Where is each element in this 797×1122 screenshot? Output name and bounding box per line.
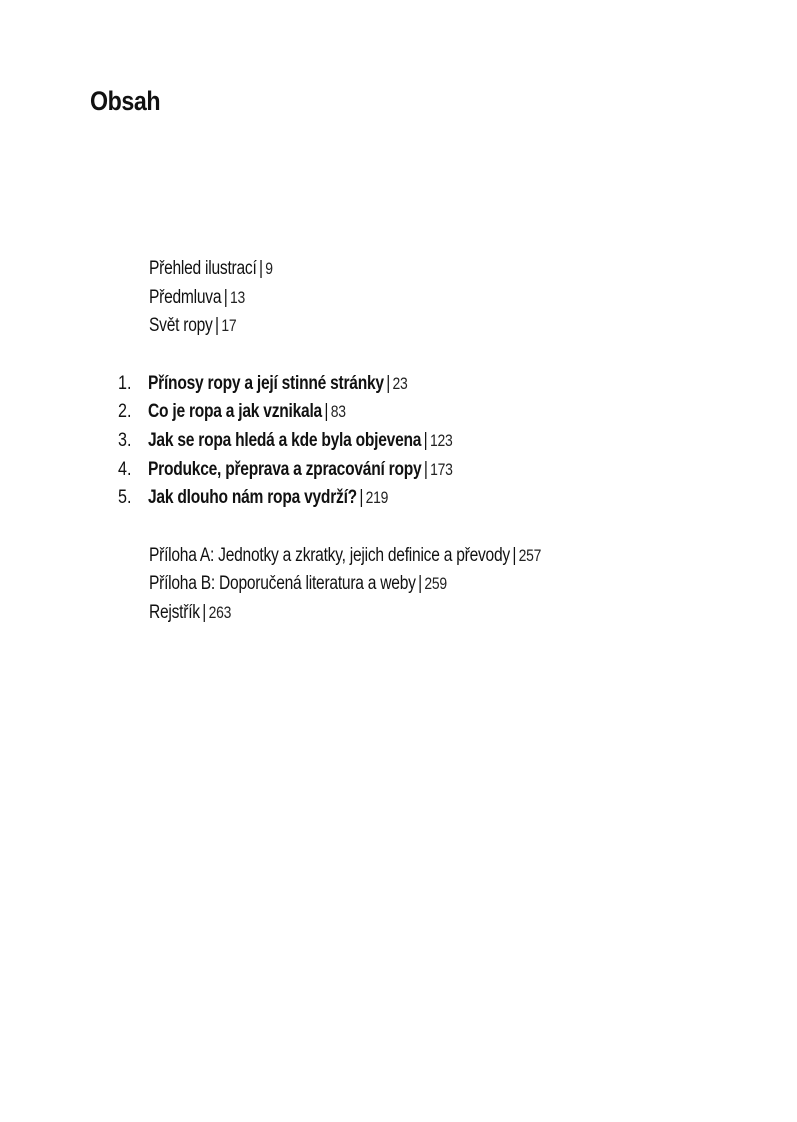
entry-separator: |	[324, 401, 329, 423]
entry-page-number: 13	[229, 287, 246, 307]
entry-title: Produkce, přeprava a zpracování ropy	[148, 458, 422, 480]
entry-page-number: 173	[430, 459, 453, 479]
toc-entry-svet-ropy[interactable]	[0, 312, 797, 341]
chapter-number: 5.	[118, 487, 132, 509]
entry-page-number: 23	[392, 373, 408, 393]
entry-page-number: 9	[265, 259, 273, 278]
toc-entry-chapter-4[interactable]	[0, 456, 797, 485]
entry-title: Jak dlouho nám ropa vydrží?	[148, 487, 357, 509]
chapter-number: 4.	[118, 458, 132, 480]
toc-entry-chapter-5[interactable]	[0, 484, 797, 513]
entry-page-number: 17	[221, 316, 237, 336]
chapter-list	[0, 370, 797, 513]
entry-separator: |	[223, 286, 228, 308]
toc-entry-chapter-3[interactable]	[0, 427, 797, 456]
entry-page-number: 259	[424, 574, 447, 594]
entry-title: Příloha B: Doporučená literatura a weby	[149, 573, 416, 595]
chapter-number: 3.	[118, 429, 132, 451]
toc-entry-rejstrik[interactable]	[0, 599, 797, 628]
entry-separator: |	[202, 601, 207, 623]
entry-separator: |	[215, 315, 219, 337]
page-title: Obsah	[90, 86, 161, 116]
entry-title: Svět ropy	[149, 315, 213, 337]
entry-title: Jak se ropa hledá a kde byla objevena	[148, 429, 422, 451]
table-of-contents	[0, 255, 797, 628]
toc-entry-predmluva[interactable]	[0, 284, 797, 313]
toc-entry-priloha-a[interactable]	[0, 542, 797, 571]
toc-entry-chapter-1[interactable]	[0, 370, 797, 399]
entry-separator: |	[423, 458, 428, 480]
toc-entry-ilustrace[interactable]	[0, 255, 797, 284]
toc-entry-chapter-2[interactable]	[0, 398, 797, 427]
entry-title: Předmluva	[149, 286, 222, 308]
entry-separator: |	[512, 544, 517, 566]
entry-title: Příloha A: Jednotky a zkratky, jejich definice a převody	[149, 544, 510, 566]
chapter-number: 1.	[118, 372, 132, 394]
entry-separator: |	[258, 258, 263, 279]
chapter-number: 2.	[118, 401, 132, 423]
entry-page-number: 263	[208, 602, 232, 622]
entry-title: Přínosy ropy a její stinné stránky	[148, 372, 384, 394]
entry-page-number: 257	[518, 545, 542, 565]
entry-page-number: 123	[429, 430, 453, 450]
entry-title: Rejstřík	[149, 601, 200, 623]
toc-entry-priloha-b[interactable]	[0, 570, 797, 599]
entry-title: Co je ropa a jak vznikala	[148, 401, 322, 423]
entry-separator: |	[418, 573, 422, 595]
back-matter-list	[0, 542, 797, 628]
entry-title: Přehled ilustrací	[149, 258, 257, 279]
front-matter-list	[0, 255, 797, 341]
entry-separator: |	[359, 487, 364, 509]
entry-page-number: 83	[330, 402, 346, 422]
entry-separator: |	[423, 429, 428, 451]
entry-separator: |	[386, 372, 391, 394]
entry-page-number: 219	[365, 488, 389, 508]
